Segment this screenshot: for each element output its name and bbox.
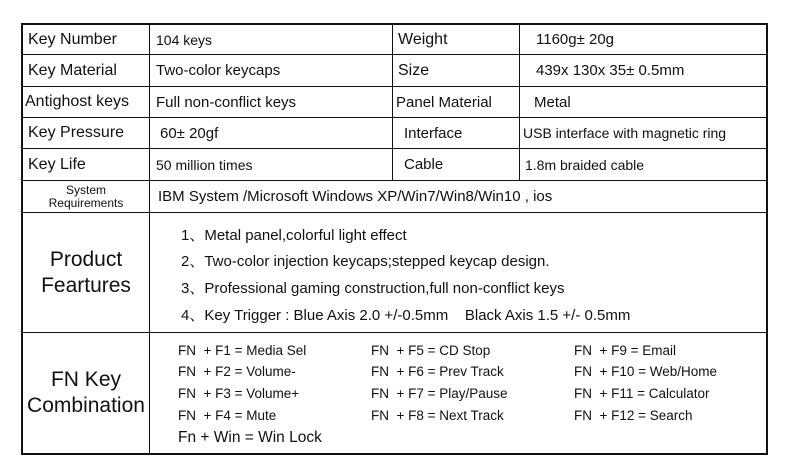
fn-combo: FN + F7 = Play/Pause xyxy=(371,386,508,401)
features-label-line2: Feartures xyxy=(41,273,131,297)
feature-item: 3、Professional gaming construction,full non-conflict keys xyxy=(181,280,565,297)
product-features-label xyxy=(23,213,149,332)
fn-combo: FN + F11 = Calculator xyxy=(574,386,710,401)
system-label-line2: Requirements xyxy=(48,195,124,210)
fn-combo: FN + F12 = Search xyxy=(574,408,693,423)
spec-value: Full non-conflict keys xyxy=(156,93,297,111)
fn-combo: FN + F2 = Volume- xyxy=(178,364,296,379)
spec-label: Key Number xyxy=(28,30,117,48)
fn-win-lock: Fn + Win = Win Lock xyxy=(178,429,322,446)
spec-label: Key Material xyxy=(28,61,117,79)
fn-combo: FN + F10 = Web/Home xyxy=(574,364,718,379)
features-label-line1: Product xyxy=(49,247,123,271)
spec-label: Size xyxy=(398,61,430,79)
spec-table xyxy=(21,23,768,455)
spec-label: Antighost keys xyxy=(25,93,130,110)
spec-label: Cable xyxy=(404,156,444,173)
spec-label: Key Pressure xyxy=(28,124,125,141)
spec-value: 1.8m braided cable xyxy=(525,156,645,173)
fn-combo: FN + F9 = Email xyxy=(574,343,677,358)
spec-value: Two-color keycaps xyxy=(156,62,281,79)
fn-combo: FN + F6 = Prev Track xyxy=(371,364,504,379)
spec-value: 1160g± 20g xyxy=(536,31,615,48)
spec-value: 50 million times xyxy=(156,156,253,173)
spec-label: Key Life xyxy=(28,155,86,173)
fn-combo: FN + F1 = Media Sel xyxy=(178,343,307,358)
feature-item: 2、Two-color injection keycaps;stepped keycap design. xyxy=(181,253,550,270)
spec-value: 60± 20gf xyxy=(160,124,219,142)
feature-item: 4、Key Trigger : Blue Axis 2.0 +/-0.5mm Black Axis 1.5 +/- 0.5mm xyxy=(181,307,631,324)
fn-combo: FN + F4 = Mute xyxy=(178,408,277,423)
fn-key-label xyxy=(23,333,149,453)
spec-value: Metal xyxy=(534,93,571,111)
system-requirements-value: IBM System /Microsoft Windows XP/Win7/Win8/Win10 , ios xyxy=(158,188,553,205)
fn-combo: FN + F5 = CD Stop xyxy=(371,343,491,358)
spec-value: 104 keys xyxy=(156,31,213,48)
spec-label: Weight xyxy=(398,30,448,48)
fn-label-line1: FN Key xyxy=(50,368,121,391)
spec-value: USB interface with magnetic ring xyxy=(523,125,727,141)
system-requirements-label xyxy=(23,181,149,212)
spec-label: Panel Material xyxy=(396,93,492,111)
fn-label-line2: Combination xyxy=(27,394,145,417)
fn-combo: FN + F8 = Next Track xyxy=(371,408,504,423)
spec-value: 439x 130x 35± 0.5mm xyxy=(536,62,685,79)
fn-combo: FN + F3 = Volume+ xyxy=(178,386,300,401)
spec-label: Interface xyxy=(404,124,463,142)
system-label-line1: System xyxy=(65,182,106,197)
feature-item: 1、Metal panel,colorful light effect xyxy=(181,227,407,244)
